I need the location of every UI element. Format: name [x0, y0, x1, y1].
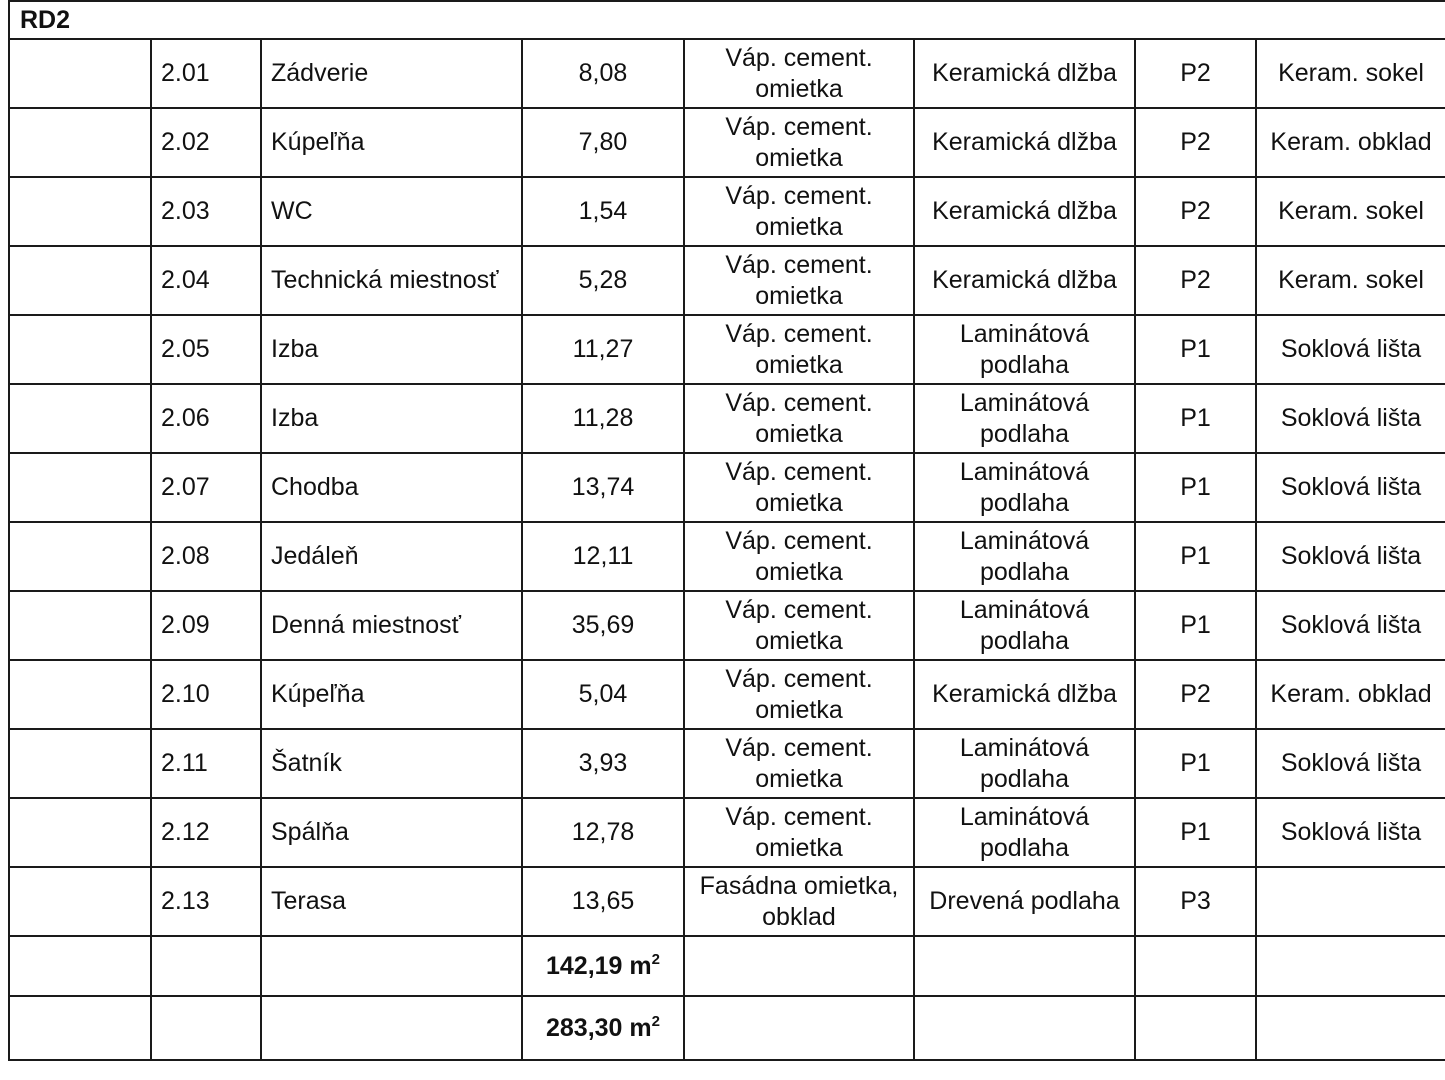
room-area-cell: 1,54	[522, 177, 684, 246]
floor-type-cell: P1	[1135, 798, 1256, 867]
wall-finish-cell: Váp. cement. omietka	[684, 177, 914, 246]
table-row	[9, 798, 1445, 867]
empty-cell	[151, 936, 261, 996]
room-number-cell: 2.02	[151, 108, 261, 177]
wall-finish-cell: Fasádna omietka, obklad	[684, 867, 914, 936]
floor-finish-cell: Laminátová podlaha	[914, 453, 1135, 522]
empty-cell	[9, 108, 151, 177]
floor-type-cell: P2	[1135, 177, 1256, 246]
table-row	[9, 591, 1445, 660]
room-name-cell: Spálňa	[261, 798, 522, 867]
skirting-cell	[1256, 867, 1445, 936]
room-name-cell: Izba	[261, 315, 522, 384]
room-name-cell: Jedáleň	[261, 522, 522, 591]
room-name-cell: Technická miestnosť	[261, 246, 522, 315]
skirting-cell: Soklová lišta	[1256, 522, 1445, 591]
room-name-cell: Izba	[261, 384, 522, 453]
wall-finish-cell: Váp. cement. omietka	[684, 384, 914, 453]
room-area-cell: 12,78	[522, 798, 684, 867]
floor-type-cell: P2	[1135, 39, 1256, 108]
floor-type-cell: P1	[1135, 729, 1256, 798]
floor-type-cell: P1	[1135, 453, 1256, 522]
wall-finish-cell: Váp. cement. omietka	[684, 315, 914, 384]
room-area-cell: 3,93	[522, 729, 684, 798]
table-row	[9, 867, 1445, 936]
empty-cell	[1135, 936, 1256, 996]
room-number-cell: 2.13	[151, 867, 261, 936]
total-value: 142,19 m	[546, 951, 652, 980]
table-row	[9, 522, 1445, 591]
room-schedule-sheet	[8, 0, 1445, 1080]
skirting-cell: Soklová lišta	[1256, 591, 1445, 660]
floor-finish-cell: Keramická dlžba	[914, 246, 1135, 315]
floor-type-cell: P1	[1135, 384, 1256, 453]
room-number-cell: 2.01	[151, 39, 261, 108]
skirting-cell: Keram. obklad	[1256, 660, 1445, 729]
room-number-cell: 2.11	[151, 729, 261, 798]
floor-finish-cell: Laminátová podlaha	[914, 522, 1135, 591]
empty-cell	[1256, 996, 1445, 1060]
room-name-cell: Terasa	[261, 867, 522, 936]
empty-cell	[261, 996, 522, 1060]
wall-finish-cell: Váp. cement. omietka	[684, 108, 914, 177]
table-row	[9, 384, 1445, 453]
table-row	[9, 660, 1445, 729]
room-area-cell: 12,11	[522, 522, 684, 591]
skirting-cell: Soklová lišta	[1256, 384, 1445, 453]
empty-cell	[9, 936, 151, 996]
empty-cell	[9, 246, 151, 315]
floor-finish-cell: Laminátová podlaha	[914, 798, 1135, 867]
wall-finish-cell: Váp. cement. omietka	[684, 660, 914, 729]
room-name-cell: Chodba	[261, 453, 522, 522]
room-name-cell: Denná miestnosť	[261, 591, 522, 660]
unit-exponent: 2	[651, 950, 660, 968]
skirting-cell: Soklová lišta	[1256, 453, 1445, 522]
room-schedule-table	[8, 0, 1445, 1061]
empty-cell	[9, 177, 151, 246]
room-area-cell: 13,74	[522, 453, 684, 522]
floor-finish-cell: Laminátová podlaha	[914, 591, 1135, 660]
empty-cell	[1135, 996, 1256, 1060]
floor-finish-cell: Keramická dlžba	[914, 108, 1135, 177]
floor-finish-cell: Keramická dlžba	[914, 660, 1135, 729]
floor-finish-cell: Keramická dlžba	[914, 39, 1135, 108]
room-number-cell: 2.08	[151, 522, 261, 591]
total-row	[9, 996, 1445, 1060]
room-number-cell: 2.12	[151, 798, 261, 867]
total-row	[9, 936, 1445, 996]
empty-cell	[9, 453, 151, 522]
floor-type-cell: P2	[1135, 108, 1256, 177]
floor-type-cell: P1	[1135, 591, 1256, 660]
room-area-cell: 5,28	[522, 246, 684, 315]
skirting-cell: Keram. sokel	[1256, 177, 1445, 246]
empty-cell	[914, 996, 1135, 1060]
skirting-cell: Soklová lišta	[1256, 729, 1445, 798]
empty-cell	[9, 522, 151, 591]
room-name-cell: Kúpeľňa	[261, 660, 522, 729]
room-number-cell: 2.03	[151, 177, 261, 246]
wall-finish-cell: Váp. cement. omietka	[684, 729, 914, 798]
subtotal-area-cell	[522, 936, 684, 996]
table-row	[9, 177, 1445, 246]
empty-cell	[9, 729, 151, 798]
table-row	[9, 315, 1445, 384]
floor-finish-cell: Laminátová podlaha	[914, 315, 1135, 384]
room-area-cell: 35,69	[522, 591, 684, 660]
wall-finish-cell: Váp. cement. omietka	[684, 522, 914, 591]
room-name-cell: Kúpeľňa	[261, 108, 522, 177]
floor-type-cell: P2	[1135, 246, 1256, 315]
room-number-cell: 2.09	[151, 591, 261, 660]
empty-cell	[9, 867, 151, 936]
room-number-cell: 2.07	[151, 453, 261, 522]
skirting-cell: Keram. sokel	[1256, 246, 1445, 315]
empty-cell	[684, 996, 914, 1060]
room-name-cell: Šatník	[261, 729, 522, 798]
empty-cell	[9, 591, 151, 660]
empty-cell	[151, 996, 261, 1060]
floor-finish-cell: Keramická dlžba	[914, 177, 1135, 246]
floor-finish-cell: Drevená podlaha	[914, 867, 1135, 936]
room-number-cell: 2.05	[151, 315, 261, 384]
floor-type-cell: P1	[1135, 315, 1256, 384]
floor-finish-cell: Laminátová podlaha	[914, 729, 1135, 798]
table-row	[9, 246, 1445, 315]
room-area-cell: 11,27	[522, 315, 684, 384]
skirting-cell: Soklová lišta	[1256, 798, 1445, 867]
empty-cell	[914, 936, 1135, 996]
room-area-cell: 11,28	[522, 384, 684, 453]
room-area-cell: 8,08	[522, 39, 684, 108]
unit-exponent: 2	[651, 1012, 660, 1030]
wall-finish-cell: Váp. cement. omietka	[684, 798, 914, 867]
skirting-cell: Keram. obklad	[1256, 108, 1445, 177]
empty-cell	[9, 384, 151, 453]
skirting-cell: Keram. sokel	[1256, 39, 1445, 108]
room-area-cell: 5,04	[522, 660, 684, 729]
room-name-cell: Zádverie	[261, 39, 522, 108]
room-area-cell: 13,65	[522, 867, 684, 936]
table-row	[9, 729, 1445, 798]
empty-cell	[9, 996, 151, 1060]
section-title: RD2	[9, 1, 1445, 39]
empty-cell	[261, 936, 522, 996]
empty-cell	[684, 936, 914, 996]
empty-cell	[9, 798, 151, 867]
wall-finish-cell: Váp. cement. omietka	[684, 39, 914, 108]
skirting-cell: Soklová lišta	[1256, 315, 1445, 384]
total-value: 283,30 m	[546, 1013, 652, 1042]
room-area-cell: 7,80	[522, 108, 684, 177]
empty-cell	[9, 315, 151, 384]
empty-cell	[9, 660, 151, 729]
table-row	[9, 108, 1445, 177]
room-number-cell: 2.06	[151, 384, 261, 453]
wall-finish-cell: Váp. cement. omietka	[684, 591, 914, 660]
wall-finish-cell: Váp. cement. omietka	[684, 246, 914, 315]
table-row	[9, 453, 1445, 522]
empty-cell	[1256, 936, 1445, 996]
empty-cell	[9, 39, 151, 108]
floor-type-cell: P1	[1135, 522, 1256, 591]
floor-finish-cell: Laminátová podlaha	[914, 384, 1135, 453]
wall-finish-cell: Váp. cement. omietka	[684, 453, 914, 522]
room-name-cell: WC	[261, 177, 522, 246]
room-number-cell: 2.04	[151, 246, 261, 315]
floor-type-cell: P3	[1135, 867, 1256, 936]
floor-type-cell: P2	[1135, 660, 1256, 729]
grand-total-area-cell	[522, 996, 684, 1060]
room-number-cell: 2.10	[151, 660, 261, 729]
table-row	[9, 39, 1445, 108]
